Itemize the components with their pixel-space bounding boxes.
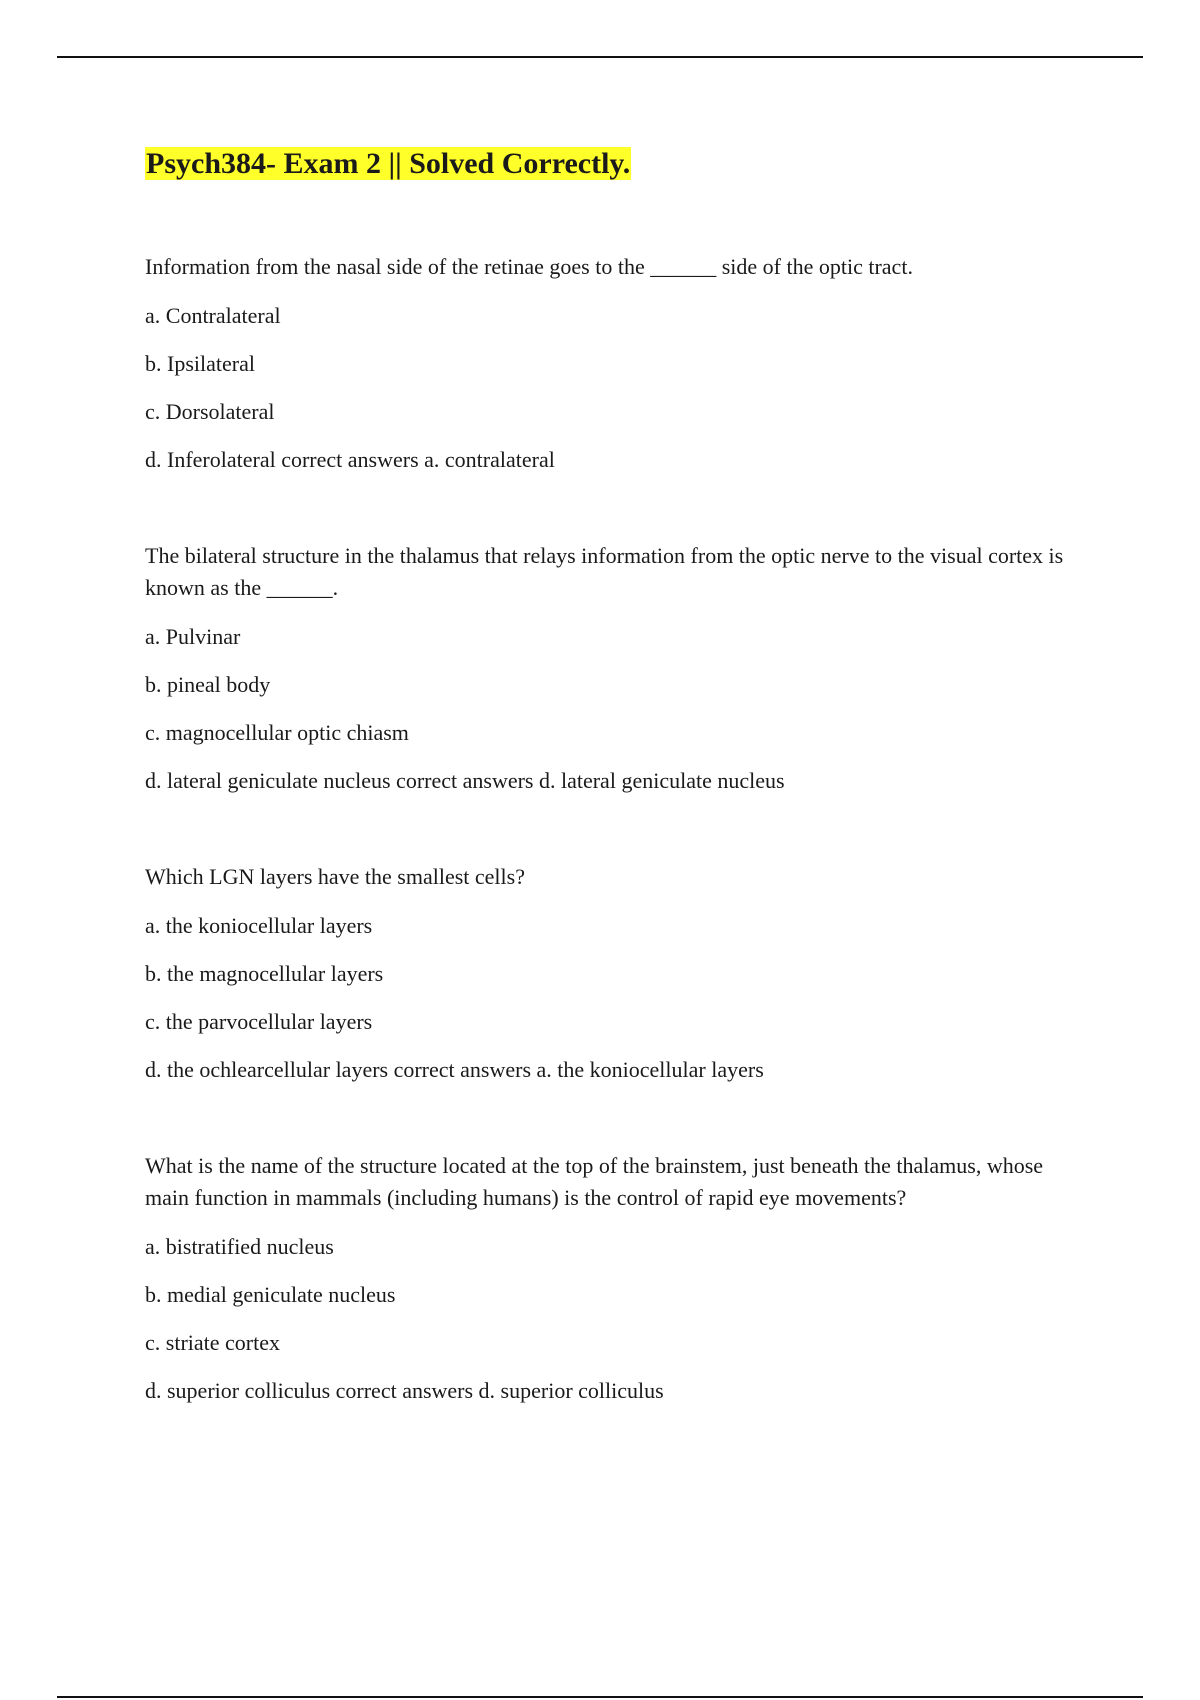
answer-option-b: b. pineal body	[145, 672, 271, 697]
answer-option-d: d. lateral geniculate nucleus correct answers d. lateral geniculate nucleus	[145, 768, 785, 793]
question-text: What is the name of the structure located at the top of the brainstem, just beneath the thalamus, whose main function in mammals (including humans) is the control of rapid eye movements?	[145, 1153, 1044, 1210]
answer-option-c: c. the parvocellular layers	[145, 1009, 373, 1034]
document-title	[145, 144, 631, 184]
footer-rule	[57, 1696, 1143, 1698]
highlighted-title-text: Psych384- Exam 2 || Solved Correctly.	[146, 147, 631, 180]
question-3	[145, 861, 1080, 1085]
answer-option-c: c. Dorsolateral	[145, 399, 275, 424]
answer-option-b: b. medial geniculate nucleus	[145, 1282, 396, 1307]
answer-option-d: d. Inferolateral correct answers a. contralateral	[145, 447, 555, 472]
answer-option-b: b. Ipsilateral	[145, 351, 255, 376]
answer-option-d: d. superior colliculus correct answers d. superior colliculus	[145, 1378, 664, 1403]
header-rule	[57, 56, 1143, 58]
question-1	[145, 251, 1080, 475]
question-4	[145, 1150, 1080, 1406]
question-text: The bilateral structure in the thalamus that relays information from the optic nerve to the visual cortex is known as the ______.	[145, 543, 1064, 600]
answer-option-d: d. the ochlearcellular layers correct answers a. the koniocellular layers	[145, 1057, 764, 1082]
answer-option-a: a. bistratified nucleus	[145, 1234, 334, 1259]
question-text: Information from the nasal side of the retinae goes to the ______ side of the optic tract.	[145, 254, 913, 279]
answer-option-a: a. the koniocellular layers	[145, 913, 373, 938]
answer-option-c: c. magnocellular optic chiasm	[145, 720, 409, 745]
answer-option-c: c. striate cortex	[145, 1330, 280, 1355]
question-2	[145, 540, 1080, 796]
answer-option-b: b. the magnocellular layers	[145, 961, 384, 986]
question-text: Which LGN layers have the smallest cells?	[145, 864, 525, 889]
answer-option-a: a. Contralateral	[145, 303, 281, 328]
answer-option-a: a. Pulvinar	[145, 624, 241, 649]
